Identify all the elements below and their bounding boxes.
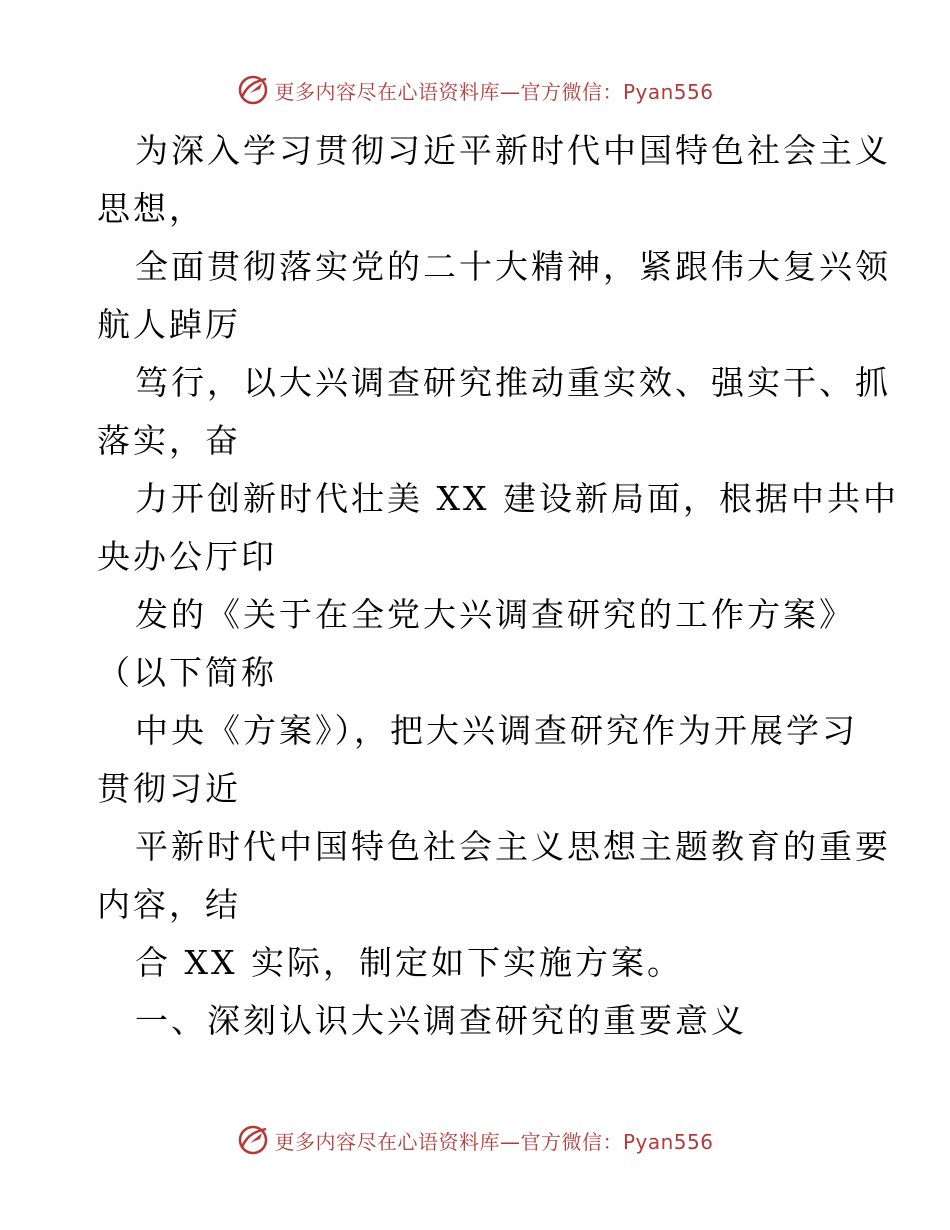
- paragraph-line: 央办公厅印: [97, 537, 277, 576]
- paragraph-line: 思想，: [97, 189, 205, 228]
- footer-brand-text: 更多内容尽在心语资料库—官方微信：Pyan556: [274, 1129, 714, 1154]
- paragraph-line: 笃行，以大兴调查研究推动重实效、强实干、抓: [135, 363, 891, 402]
- paragraph-line: 贯彻习近: [97, 769, 241, 808]
- paragraph-line: 全面贯彻落实党的二十大精神，紧跟伟大复兴领: [135, 247, 891, 286]
- paragraph-line: 为深入学习贯彻习近平新时代中国特色社会主义: [135, 131, 891, 170]
- page-header: [0, 70, 950, 110]
- section-heading: 一、深刻认识大兴调查研究的重要意义: [135, 1001, 747, 1040]
- paragraph-line: 合 XX 实际，制定如下实施方案。: [135, 943, 683, 982]
- paragraph-line: 落实，奋: [97, 421, 241, 460]
- pen-swirl-logo-icon: [236, 73, 270, 107]
- paragraph-line: 航人踔厉: [97, 305, 241, 344]
- paragraph-line: 中央《方案》），把大兴调查研究作为开展学习: [135, 711, 858, 750]
- pen-swirl-logo-icon: [236, 1123, 270, 1157]
- paragraph-line: （以下简称: [97, 653, 277, 692]
- document-body: [97, 122, 899, 1050]
- paragraph-line: 发的《关于在全党大兴调查研究的工作方案》: [135, 595, 855, 634]
- paragraph-line: 内容，结: [97, 885, 241, 924]
- page-footer: [0, 1120, 950, 1160]
- header-brand-text: 更多内容尽在心语资料库—官方微信：Pyan556: [274, 79, 714, 104]
- paragraph-line: 力开创新时代壮美 XX 建设新局面，根据中共中: [135, 479, 899, 518]
- paragraph-line: 平新时代中国特色社会主义思想主题教育的重要: [135, 827, 891, 866]
